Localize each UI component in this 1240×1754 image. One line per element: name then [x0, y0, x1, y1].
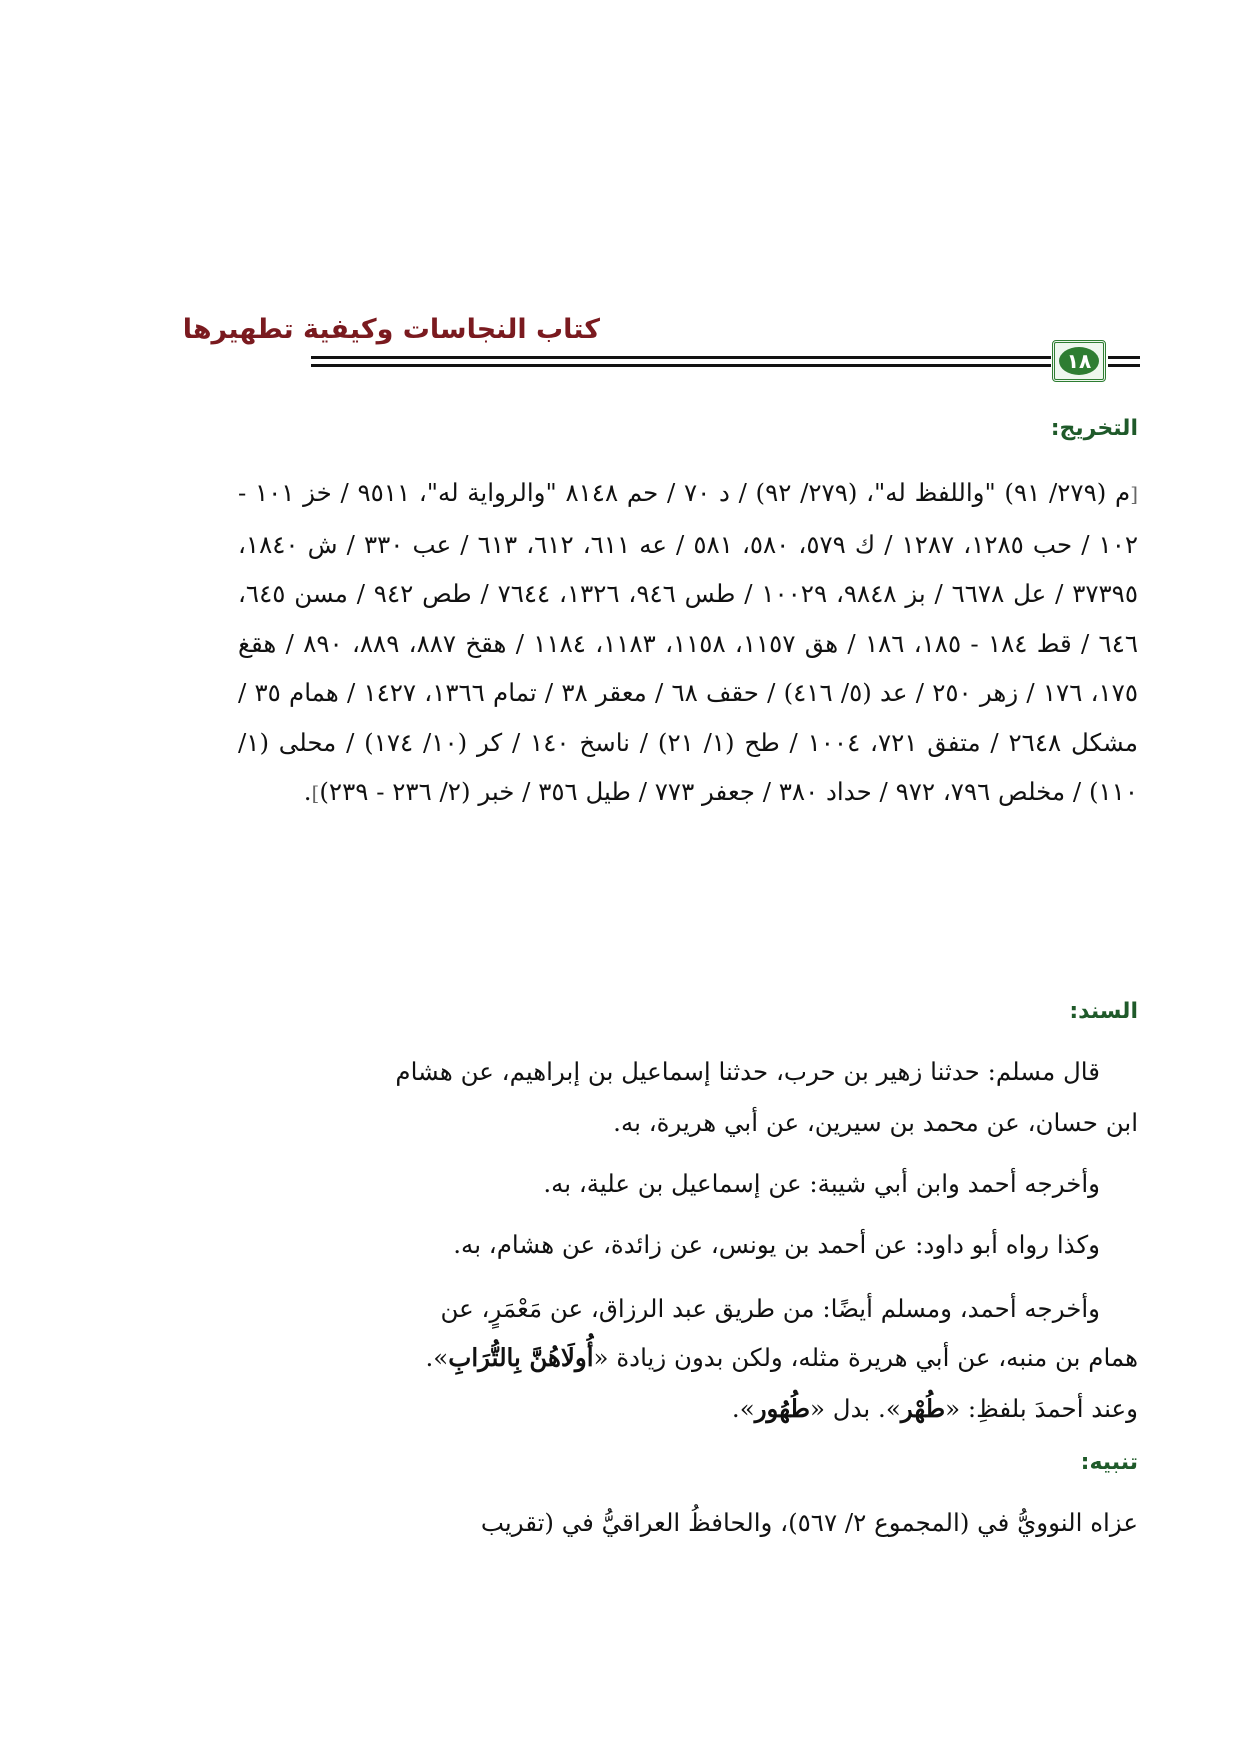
header-rule-right-top: [1108, 356, 1140, 359]
sanad-text: وأخرجه أحمد، ومسلم أيضًا: من طريق عبد الرزاق، عن مَعْمَرٍ، عن: [440, 1294, 1100, 1323]
takhrij-line: ١٤٠ / كر (١٠/ ١٧٤) / محلى (١/ ١١٠) / مخلص ٧٩٦، ٩٧٢ /: [238, 727, 1138, 806]
end-dot: .: [303, 777, 312, 806]
sanad-text: وكذا رواه أبو داود: عن أحمد بن يونس، عن زائدة، عن هشام، به.: [453, 1230, 1100, 1259]
header-rule-top: [311, 356, 1051, 359]
sanad-text: ابن حسان، عن محمد بن سيرين، عن أبي هريرة، به.: [613, 1108, 1138, 1137]
takhrij-line: / طص ٩٤٢ / مسن ٦٤٥، ٦٤٦ / قط ١٨٤ - ١٨٥، ١٨٦ / هق ١١٥٧،: [238, 579, 1139, 658]
takhrij-line: ٥٧٩، ٥٨٠، ٥٨١ / عه ٦١١، ٦١٢، ٦١٣ / عب ٣٣٠ / ش ١٨٤٠،: [238, 529, 846, 559]
takhrij-line: "والرواية له"، ٩٥١١ / خز ١٠١ - ١٠٢ / حب ١٢٨٥، ١٢٨٧ / ك: [238, 478, 1139, 559]
sanad-fragment: ».: [731, 1394, 755, 1423]
sanad-text: قال مسلم: حدثنا زهير بن حرب، حدثنا إسماعيل بن إبراهيم، عن هشام: [395, 1057, 1100, 1086]
page-number-badge: [1052, 340, 1106, 382]
book-title: كتاب النجاسات وكيفية تطهيرها: [182, 314, 600, 345]
close-bracket: ]: [311, 781, 320, 805]
page-number: ١٨: [1059, 347, 1099, 375]
tanbih-heading: تنبيه:: [1080, 1450, 1138, 1475]
takhrij-line: / همام ٣٥ / مشكل ٢٦٤٨ / متفق ٧٢١، ١٠٠٤ / طح (١/ ٢١) / ناسخ: [238, 678, 1139, 757]
sanad-text: [238, 1394, 1138, 1423]
quoted-wording: طُهْر: [900, 1394, 946, 1423]
header-rule-right-bottom: [1108, 364, 1140, 367]
takhrij-line: حداد ٣٨٠ / جعفر ٧٧٣ / طيل ٣٥٦ / خبر (٢/ ٢٣٦ - ٢٣٩): [319, 777, 872, 806]
open-bracket: [: [1130, 482, 1138, 506]
sanad-heading: السند:: [1069, 999, 1138, 1024]
takhrij-line: زهر ٢٥٠ / عد (٥/ ٤١٦) / حقف ٦٨ / معقر ٣٨ / تمام ١٣٦٦، ١٤٢٧: [363, 678, 1019, 707]
quoted-wording: طُهُور: [754, 1394, 810, 1423]
quoted-wording: أُولَاهُنَّ بِالتُّرَابِ: [448, 1343, 594, 1372]
takhrij-paragraph: [238, 468, 1138, 819]
takhrij-line: م (٢٧٩/ ٩١) "واللفظ له"، (٢٧٩/ ٩٢) / د ٧٠ / حم ٨١٤٨: [565, 478, 1131, 507]
sanad-fragment: ». بدل «: [809, 1394, 901, 1423]
sanad-fragment: همام بن منبه، عن أبي هريرة مثله، ولكن بدون زيادة «: [593, 1343, 1138, 1372]
takhrij-line: ١١٥٨، ١١٨٣، ١١٨٤ / هقخ ٨٨٧، ٨٨٩، ٨٩٠ / هقغ ١٧٥، ١٧٦ /: [238, 628, 1138, 707]
takhrij-heading: التخريج:: [1050, 416, 1138, 441]
takhrij-line: ٣٧٣٩٥ / عل ٦٦٧٨ / بز ٩٨٤٨، ١٠٠٢٩ / طس ٩٤٦، ١٣٢٦، ٧٦٤٤: [497, 579, 1138, 608]
sanad-text: وأخرجه أحمد وابن أبي شيبة: عن إسماعيل بن علية، به.: [543, 1169, 1100, 1198]
sanad-fragment: وعند أحمدَ بلفظِ: «: [945, 1394, 1138, 1423]
sanad-text: [238, 1343, 1138, 1372]
tanbih-text: عزاه النوويُّ في (المجموع ٢/ ٥٦٧)، والحافظُ العراقيُّ في (تقريب: [480, 1508, 1138, 1537]
sanad-fragment: ».: [425, 1343, 449, 1372]
header-rule-bottom: [311, 364, 1051, 367]
